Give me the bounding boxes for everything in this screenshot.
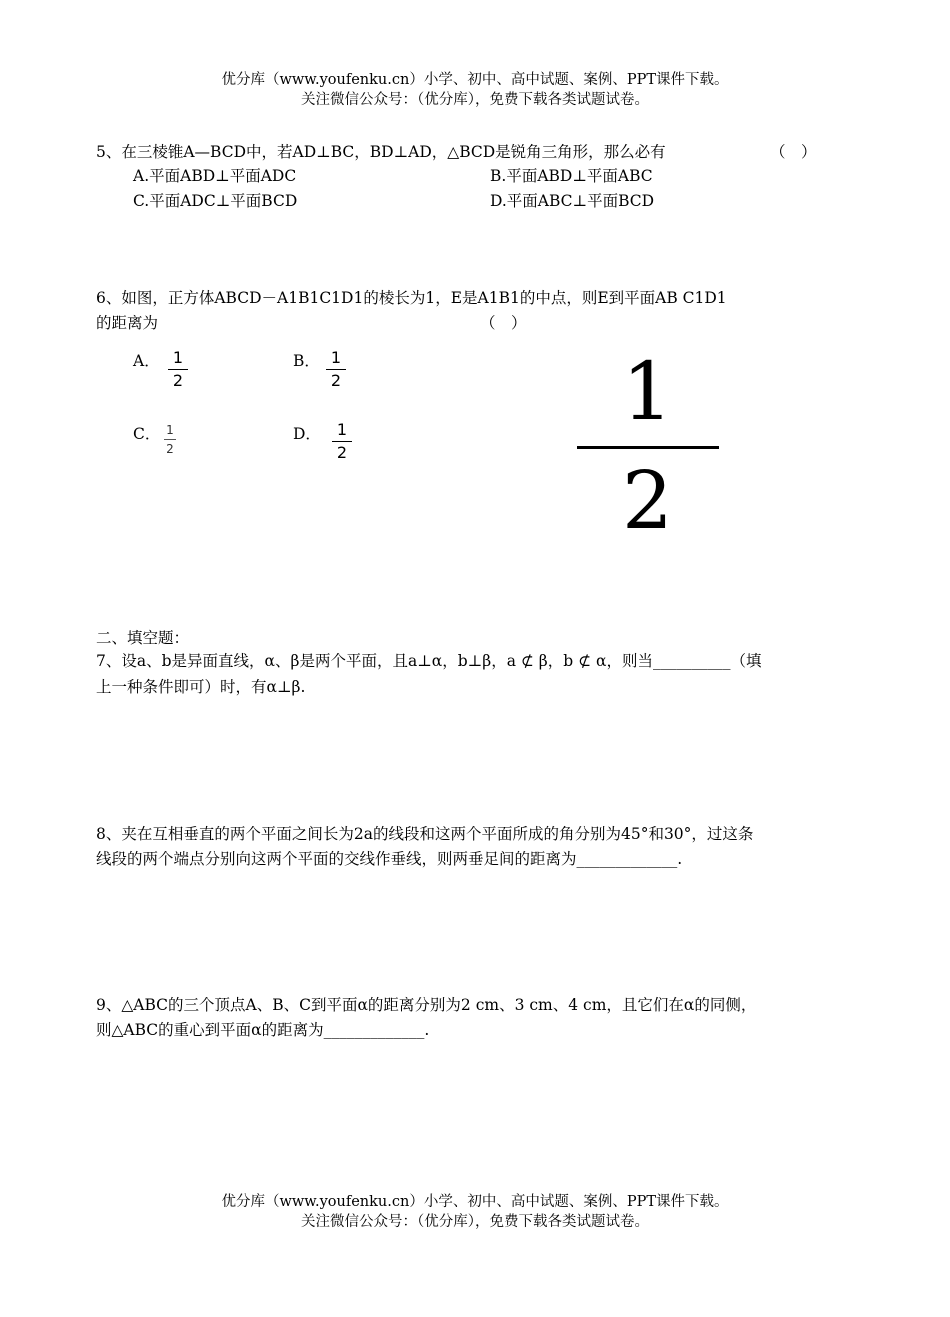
q6-option-a-denominator: 2 [172,371,184,390]
q6-figure-fraction [570,345,725,547]
q7-line1: 7、设a、b是异面直线，α、β是两个平面，且a⊥α，b⊥β，a ⊄ β，b ⊄ α，则当__________（填 [96,652,762,670]
page-footer-line1: 优分库（www.youfenku.cn）小学、初中、高中试题、案例、PPT课件下载。 [221,1194,729,1210]
q6-option-c-numerator: 1 [166,423,174,437]
q5-stem [96,142,666,162]
page-header-line2: 关注微信公众号：（优分库），免费下载各类试题试卷。 [301,92,649,108]
section-title: 二、填空题： [96,629,190,647]
q6-option-b-label: B． [293,352,320,370]
q6-option-b-denominator: 2 [330,371,342,390]
q5-option-c: C.平面ADC⊥平面BCD [133,192,298,210]
fraction-bar [164,439,176,440]
q6-figure-numerator: 1 [622,345,673,438]
q6-stem-line2: 的距离为 [96,314,159,332]
q6-paren: （ ） [480,314,527,332]
q6-option-b-numerator: 1 [330,348,342,367]
fraction-bar [332,441,352,442]
q6-option-d-label: D． [293,425,321,443]
q6-option-a-fraction [166,350,190,389]
q5-option-b: B.平面ABD⊥平面ABC [490,167,653,185]
q5-stem-text: 5、在三棱锥A—BCD中，若AD⊥BC，BD⊥AD，△BCD是锐角三角形，那么必有 [96,143,666,161]
fraction-bar [168,369,188,370]
q6-figure-denominator: 2 [622,454,673,547]
q5-paren: （ ） [770,143,817,161]
page-footer-line2: 关注微信公众号：（优分库），免费下载各类试题试卷。 [301,1214,649,1230]
fraction-bar [326,369,346,370]
q6-stem-line1: 6、如图，正方体ABCD－A1B1C1D1的棱长为1，E是A1B1的中点，则E到平面AB C1D1 [96,289,727,307]
q5-option-d: D.平面ABC⊥平面BCD [490,192,655,210]
q6-option-d-numerator: 1 [336,420,348,439]
page-header-line1: 优分库（www.youfenku.cn）小学、初中、高中试题、案例、PPT课件下载。 [221,72,729,88]
fraction-bar [577,446,719,449]
q9-line1: 9、△ABC的三个顶点A、B、C到平面α的距离分别为2 cm、3 cm、4 cm，且它们在α的同侧， [96,996,757,1014]
q6-option-d-denominator: 2 [336,443,348,462]
q8-line2: 线段的两个端点分别向这两个平面的交线作垂线，则两垂足间的距离为_____________. [96,850,683,868]
q6-option-d-fraction [330,422,354,461]
q6-option-a-label: A． [133,352,160,370]
q7-line2: 上一种条件即可）时，有α⊥β. [96,678,306,696]
q5-option-a: A.平面ABD⊥平面ADC [133,167,297,185]
q6-option-c-label: C． [133,425,161,443]
q6-option-b-fraction [324,350,348,389]
q8-line1: 8、夹在互相垂直的两个平面之间长为2a的线段和这两个平面所成的角分别为45°和30°，过这条 [96,825,754,843]
q9-line2: 则△ABC的重心到平面α的距离为_____________. [96,1021,430,1039]
q6-option-a-numerator: 1 [172,348,184,367]
q6-option-c-fraction [161,424,179,455]
q6-option-c-denominator: 2 [166,442,174,456]
